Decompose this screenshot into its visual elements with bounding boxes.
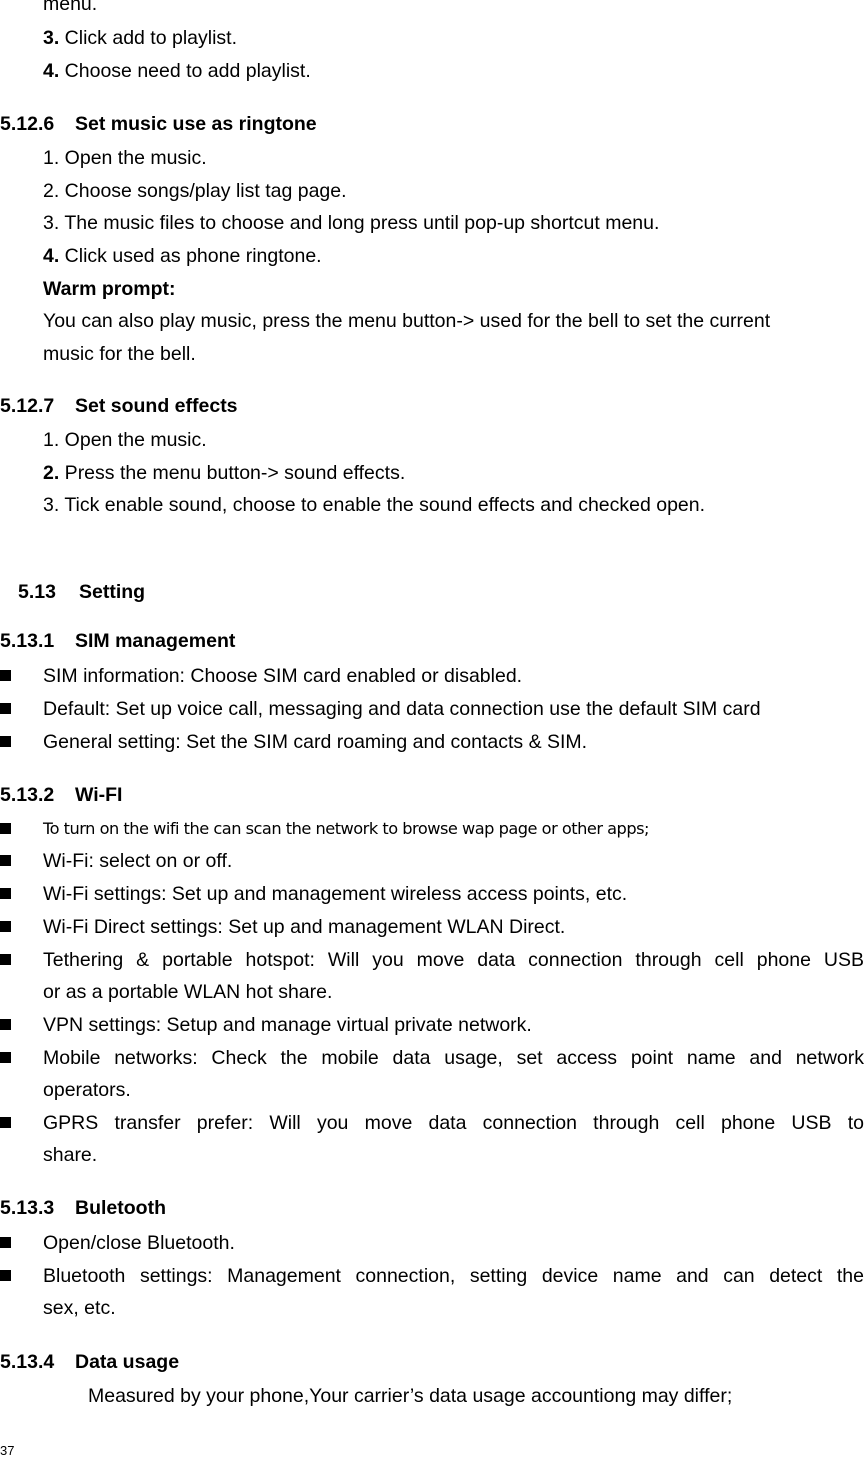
section-heading-5-13-3: [0, 1196, 166, 1220]
page-number: 37: [0, 1443, 15, 1458]
bullet-square-icon: [0, 855, 14, 868]
section-title: Setting: [79, 581, 146, 603]
list-item: General setting: Set the SIM card roaming and contacts & SIM.: [43, 731, 588, 753]
list-item-cont: operators.: [43, 1079, 131, 1101]
section-heading-5-12-7: [0, 394, 238, 418]
list-item: Wi-Fi settings: Set up and management wireless access points, etc.: [43, 883, 628, 905]
section-number: 5.13.1: [0, 630, 55, 652]
list-item: SIM information: Choose SIM card enabled or disabled.: [43, 665, 523, 687]
bullet-square-icon: [0, 1270, 14, 1283]
list-item: Bluetooth settings: Management connection, setting device name and can detect the: [43, 1265, 864, 1287]
list-item-cont: or as a portable WLAN hot share.: [43, 981, 333, 1003]
step-text: Click add to playlist.: [59, 27, 238, 49]
list-item: GPRS transfer prefer: Will you move data connection through cell phone USB to: [43, 1112, 864, 1134]
section-title: Set music use as ringtone: [75, 113, 317, 135]
section-number: 5.12.7: [0, 395, 55, 417]
bullet-square-icon: [0, 823, 14, 836]
list-item: Wi-Fi: select on or off.: [43, 850, 233, 872]
section-title: Buletooth: [75, 1197, 166, 1219]
step-1: 1. Open the music.: [43, 429, 207, 451]
bullet-square-icon: [0, 703, 14, 716]
section-heading-5-13-4: [0, 1350, 179, 1374]
section-number: 5.13.2: [0, 784, 55, 806]
step-text: Choose need to add playlist.: [59, 60, 311, 82]
bullet-square-icon: [0, 954, 14, 967]
list-item: Tethering & portable hotspot: Will you move data connection through cell phone USB: [43, 949, 864, 971]
section-title: SIM management: [75, 630, 236, 652]
section-title: Data usage: [75, 1351, 180, 1373]
bullet-square-icon: [0, 1019, 14, 1032]
section-heading-5-13-2: [0, 783, 122, 807]
step-4: [43, 59, 311, 83]
bullet-square-icon: [0, 1237, 14, 1250]
bullet-square-icon: [0, 1117, 14, 1130]
section-number: 5.13: [18, 581, 56, 603]
list-item: Default: Set up voice call, messaging and data connection use the default SIM card: [43, 698, 761, 720]
bullet-square-icon: [0, 888, 14, 901]
list-item: Open/close Bluetooth.: [43, 1232, 235, 1254]
step-3: 3. The music files to choose and long press until pop-up shortcut menu.: [43, 212, 660, 234]
step-2: [43, 461, 405, 485]
step-3: 3. Tick enable sound, choose to enable the sound effects and checked open.: [43, 494, 706, 516]
warm-prompt-label: Warm prompt:: [43, 278, 176, 300]
warm-prompt-text-cont: music for the bell.: [43, 343, 196, 365]
paragraph: Measured by your phone,Your carrier’s data usage accountiong may differ;: [88, 1385, 733, 1407]
step-number: 2.: [43, 462, 60, 484]
step-1: 1. Open the music.: [43, 147, 207, 169]
bullet-square-icon: [0, 1052, 14, 1065]
step-3: [43, 26, 237, 50]
step-text: Press the menu button-> sound effects.: [59, 462, 406, 484]
step-text: Click used as phone ringtone.: [59, 245, 322, 267]
step-number: 4.: [43, 245, 60, 267]
list-item-cont: sex, etc.: [43, 1297, 116, 1319]
bullet-square-icon: [0, 670, 14, 683]
list-item: Wi-Fi Direct settings: Set up and management WLAN Direct.: [43, 916, 566, 938]
list-item: Mobile networks: Check the mobile data usage, set access point name and network: [43, 1047, 864, 1069]
bullet-square-icon: [0, 921, 14, 934]
list-item: To turn on the wifi the can scan the network to browse wap page or other apps;: [43, 819, 649, 838]
section-number: 5.13.4: [0, 1351, 55, 1373]
step-number: 4.: [43, 60, 60, 82]
list-item: VPN settings: Setup and manage virtual private network.: [43, 1014, 532, 1036]
step-number: 3.: [43, 27, 60, 49]
list-item-cont: share.: [43, 1144, 98, 1166]
section-heading-5-12-6: [0, 112, 317, 136]
step-2: 2. Choose songs/play list tag page.: [43, 180, 347, 202]
section-heading-5-13: [18, 580, 145, 604]
section-title: Set sound effects: [75, 395, 238, 417]
section-number: 5.12.6: [0, 113, 55, 135]
step-4: [43, 244, 322, 268]
section-heading-5-13-1: [0, 629, 235, 653]
continued-text: menu.: [43, 0, 98, 15]
section-number: 5.13.3: [0, 1197, 55, 1219]
section-title: Wi-FI: [75, 784, 123, 806]
warm-prompt-text: You can also play music, press the menu button-> used for the bell to set the current: [43, 310, 771, 332]
bullet-square-icon: [0, 736, 14, 749]
